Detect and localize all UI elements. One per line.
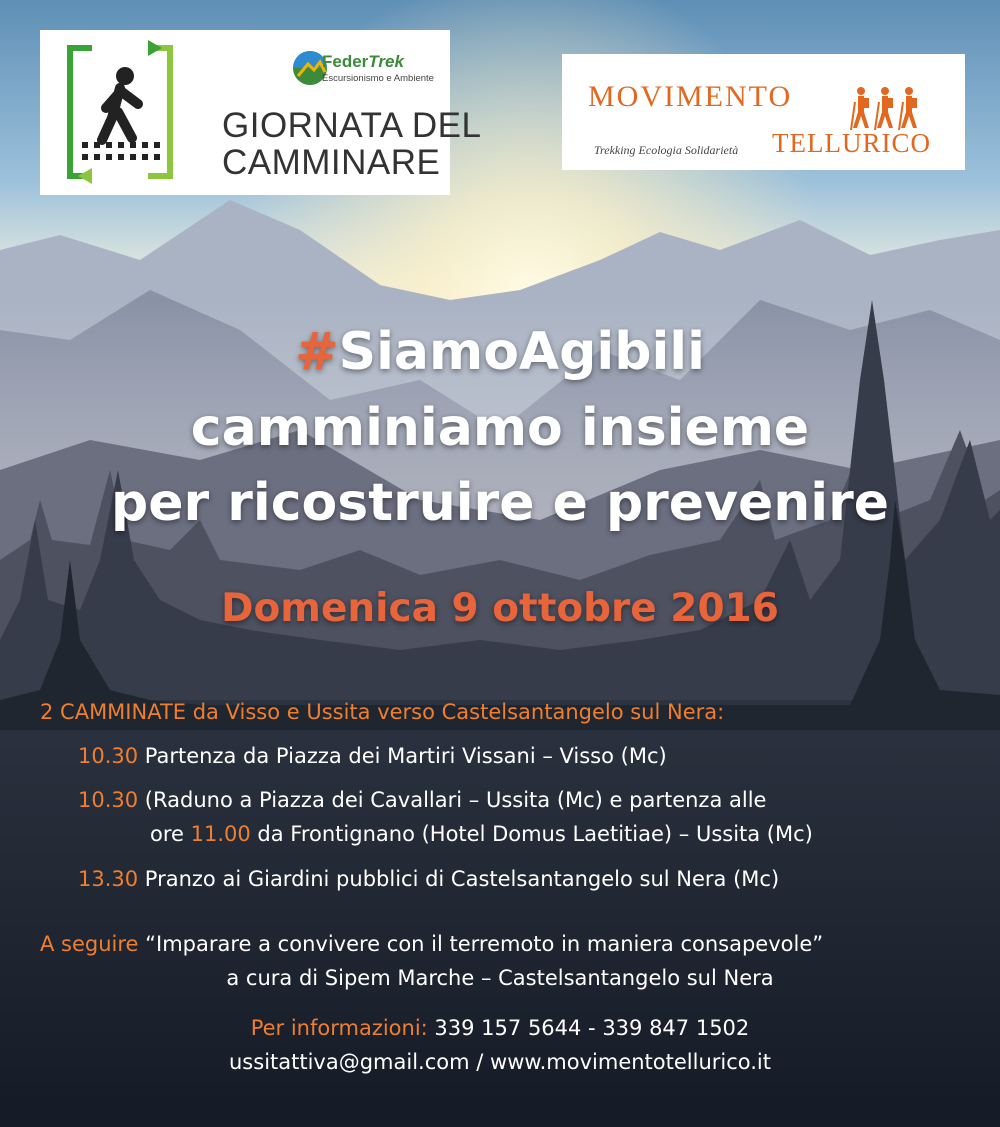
email-link[interactable]: ussitattiva@gmail.com — [229, 1050, 470, 1074]
headline — [0, 322, 1000, 533]
event-date: Domenica 9 ottobre 2016 — [221, 586, 779, 631]
movimento-tagline: Trekking Ecologia Solidarietà — [594, 143, 739, 157]
giornata-title-line1: GIORNATA DEL — [222, 106, 482, 145]
contact-web: ussitattiva@gmail.com / www.movimentotellurico.it — [229, 1050, 771, 1074]
movimento-tellurico-logo — [562, 54, 965, 170]
website-link[interactable]: www.movimentotellurico.it — [490, 1050, 771, 1074]
hashtag-title: #SiamoAgibili — [295, 322, 705, 382]
tellurico-title: TELLURICO — [772, 128, 931, 158]
program-intro: 2 CAMMINATE da Visso e Ussita verso Castelsantangelo sul Nera: — [40, 700, 725, 724]
federtrek-subtitle: Escursionismo e Ambiente — [322, 73, 434, 84]
headline-line3: per ricostruire e prevenire — [111, 473, 889, 533]
giornata-del-camminare-logo — [40, 30, 482, 195]
follow-up-line: A seguire “Imparare a convivere con il terremoto in maniera consapevole” — [40, 932, 824, 956]
giornata-title-line2: CAMMINARE — [222, 143, 441, 182]
headline-line2: camminiamo insieme — [190, 398, 810, 458]
follow-up-organizer: a cura di Sipem Marche – Castelsantangelo sul Nera — [226, 966, 774, 990]
movimento-title: MOVIMENTO — [588, 80, 793, 113]
federtrek-name: FederTrek — [322, 52, 404, 71]
program-item-2-continued: ore 11.00 da Frontignano (Hotel Domus Laetitiae) – Ussita (Mc) — [150, 822, 813, 846]
hikers-icon — [847, 84, 927, 134]
program-item-2: 10.30 (Raduno a Piazza dei Cavallari – Ussita (Mc) e partenza alle — [78, 788, 767, 812]
contact-phones: Per informazioni: 339 157 5644 - 339 847 1502 — [250, 1016, 750, 1040]
walking-person-icon — [40, 30, 200, 195]
program-item-3: 13.30 Pranzo ai Giardini pubblici di Castelsantangelo sul Nera (Mc) — [78, 867, 780, 891]
program-item-1: 10.30 Partenza da Piazza dei Martiri Vissani – Visso (Mc) — [78, 744, 667, 768]
